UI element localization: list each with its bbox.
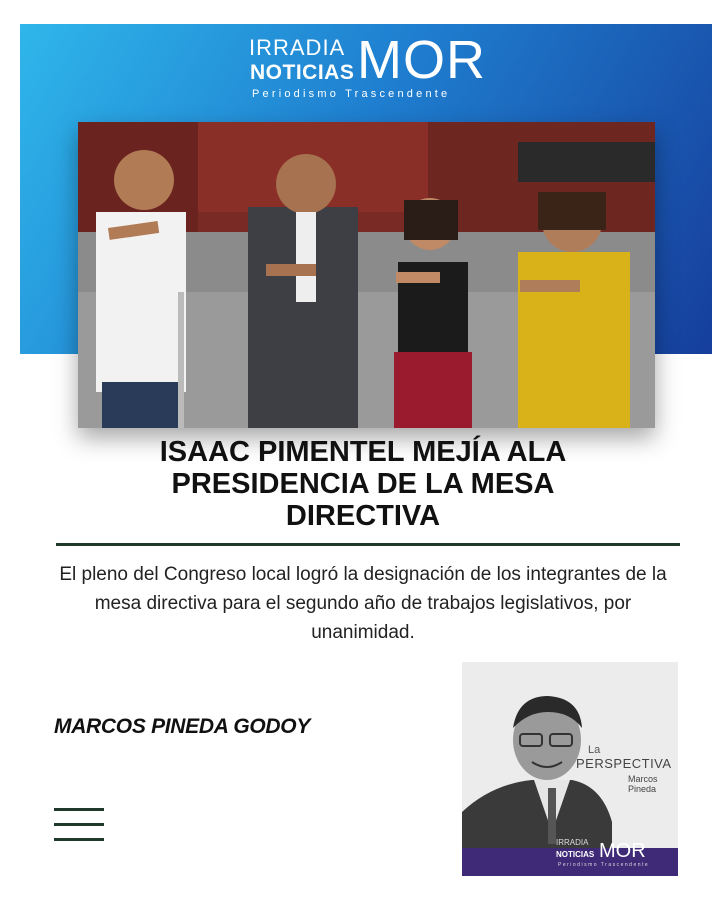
card-author-last: Pineda	[628, 784, 657, 794]
article-hero-photo	[78, 122, 655, 428]
article-author[interactable]: MARCOS PINEDA GODOY	[54, 715, 311, 738]
card-author-first: Marcos	[628, 774, 658, 784]
card-perspectiva-text: PERSPECTIVA	[576, 756, 672, 771]
headline-divider	[56, 543, 680, 546]
card-brand-tagline: Periodismo Trascendente	[558, 862, 650, 868]
brand-irradia-text: IRRADIA	[249, 35, 346, 60]
headline-line-1: ISAAC PIMENTEL MEJÍA ALA	[159, 436, 567, 468]
brand-noticias-text: NOTICIAS	[250, 61, 355, 84]
card-brand-irradia: IRRADIA	[556, 838, 589, 847]
column-thumbnail[interactable]	[462, 662, 678, 876]
brand-logo[interactable]	[0, 0, 726, 110]
article-summary: El pleno del Congreso local logró la designación de los integrantes de la mesa directiva para el segundo año de trabajos legislativos, por unanimidad.	[59, 564, 667, 643]
article-headline	[40, 436, 686, 532]
headline-line-3: DIRECTIVA	[285, 500, 441, 532]
brand-mor-text: MOR	[357, 30, 486, 90]
card-la-text: La	[588, 744, 601, 756]
hamburger-menu-icon[interactable]	[54, 806, 104, 842]
brand-tagline: Periodismo Trascendente	[252, 88, 451, 100]
card-brand-noticias: NOTICIAS	[556, 850, 595, 859]
headline-line-2: PRESIDENCIA DE LA MESA	[171, 468, 555, 500]
card-brand-mor: MOR	[599, 840, 646, 862]
